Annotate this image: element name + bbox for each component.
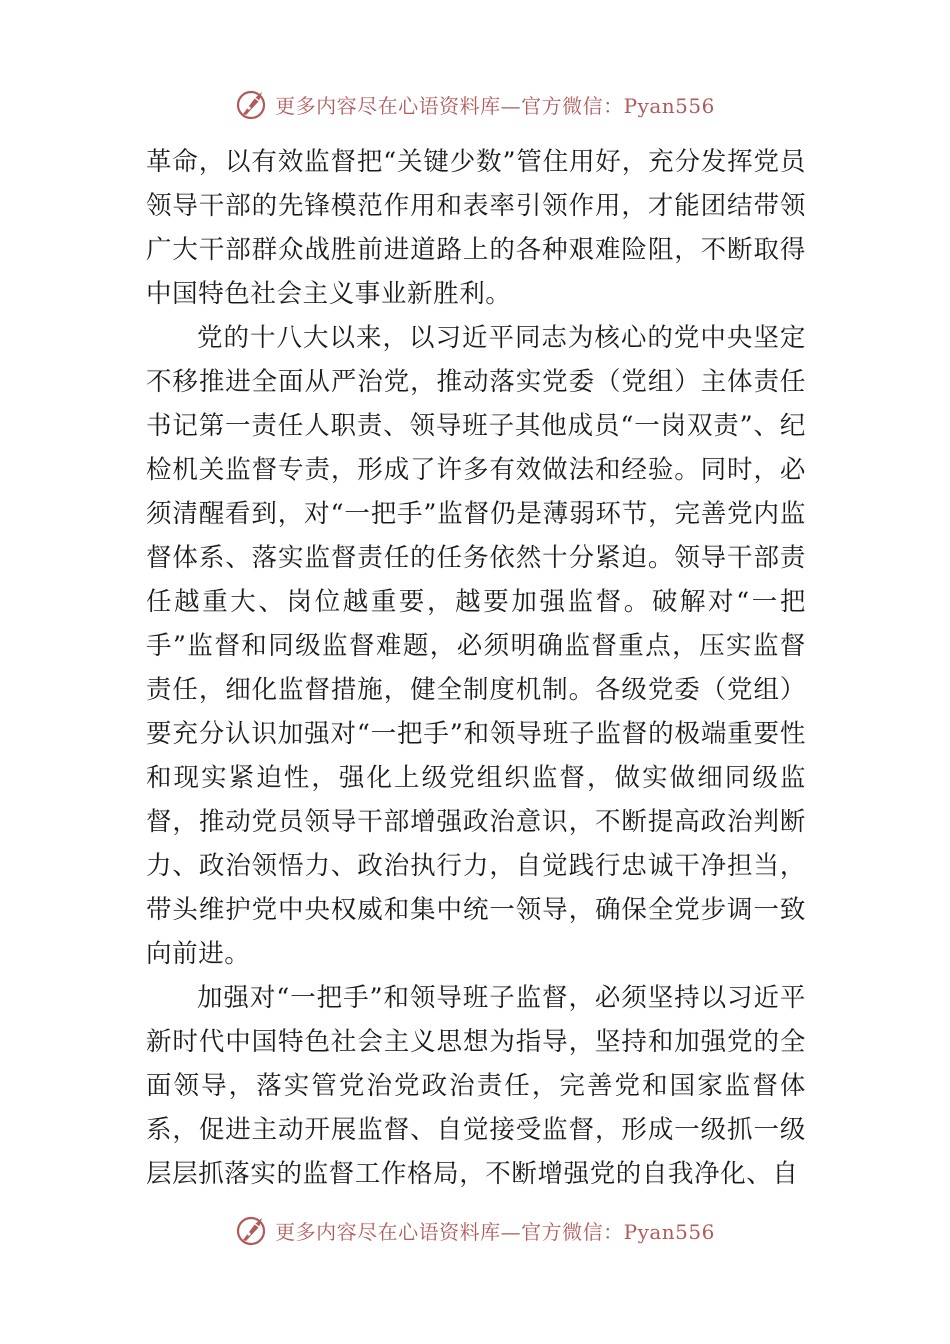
pen-nib-icon	[235, 86, 271, 122]
footer-watermark-banner	[0, 1210, 950, 1250]
paragraph-3: 加强对“一把手”和领导班子监督，必须坚持以习近平新时代中国特色社会主义思想为指导，坚持和加强党的全面领导，落实管党治党政治责任，完善党和国家监督体系，促进主动开展监督、自觉接受监督，形成一级抓一级层层抓落实的监督工作格局，不断增强党的自我净化、自	[146, 983, 806, 1189]
document-body	[146, 140, 806, 1196]
header-watermark-banner	[0, 84, 950, 124]
paragraph-1: 革命，以有效监督把“关键少数”管住用好，充分发挥党员领导干部的先锋模范作用和表率引领作用，才能团结带领广大干部群众战胜前进道路上的各种艰难险阻，不断取得中国特色社会主义事业新胜利。	[146, 147, 806, 309]
paragraph-2: 党的十八大以来，以习近平同志为核心的党中央坚定不移推进全面从严治党，推动落实党委（党组）主体责任书记第一责任人职责、领导班子其他成员“一岗双责”、纪检机关监督专责，形成了许多有效做法和经验。同时，必须清醒看到，对“一把手”监督仍是薄弱环节，完善党内监督体系、落实监督责任的任务依然十分紧迫。领导干部责任越重大、岗位越重要，越要加强监督。破解对“一把手”监督和同级监督难题，必须明确监督重点，压实监督责任，细化监督措施，健全制度机制。各级党委（党组）要充分认识加强对“一把手”和领导班子监督的极端重要性和现实紧迫性，强化上级党组织监督，做实做细同级监督，推动党员领导干部增强政治意识，不断提高政治判断力、政治领悟力、政治执行力，自觉践行忠诚干净担当，带头维护党中央权威和集中统一领导，确保全党步调一致向前进。	[146, 323, 807, 969]
footer-banner-text: 更多内容尽在心语资料库—官方微信：Pyan556	[275, 1219, 715, 1244]
header-banner-text: 更多内容尽在心语资料库—官方微信：Pyan556	[275, 93, 715, 118]
pen-nib-icon	[235, 1212, 271, 1248]
